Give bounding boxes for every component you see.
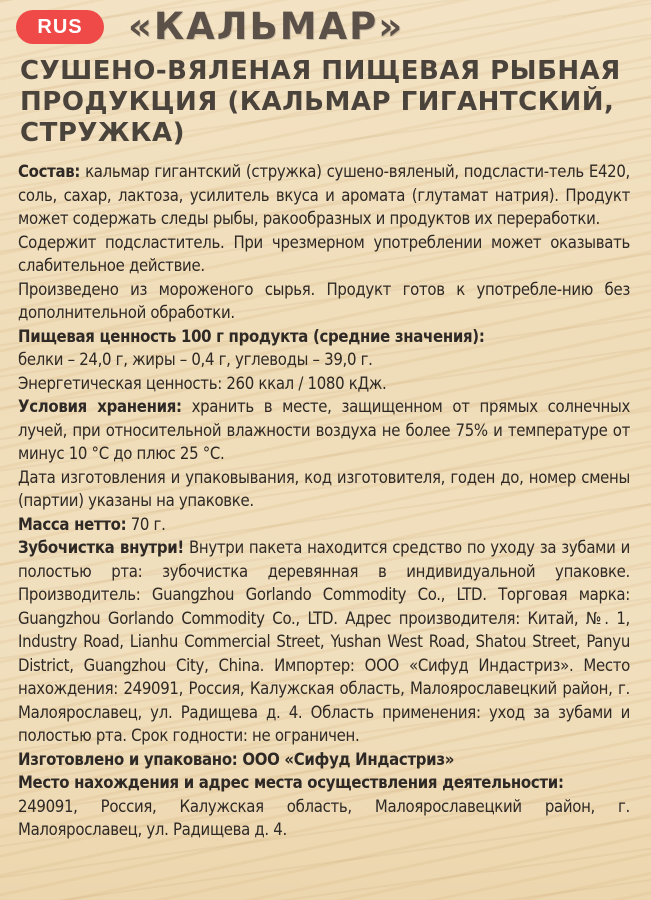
net-mass-label: Масса нетто:	[18, 514, 127, 534]
language-badge: RUS	[16, 10, 104, 44]
storage-label: Условия хранения:	[18, 397, 182, 416]
address-heading: Место нахождения и адрес места осуществления деятельности:	[18, 773, 564, 792]
label-header	[0, 0, 651, 160]
composition-text: кальмар гигантский (стружка) сушено-вяленый, подсласти-тель Е420, соль, сахар, лактоза, усилитель вкуса и аромата (глутамат натрия). Продукт может содержать следы рыбы, ракообразных и продуктов их переработки.	[18, 162, 630, 228]
product-type-title: СУШЕНО-ВЯЛЕНАЯ ПИЩЕВАЯ РЫБНАЯ ПРОДУКЦИЯ (КАЛЬМАР ГИГАНТСКИЙ, СТРУЖКА)	[20, 56, 621, 148]
nutrition-heading: Пищевая ценность 100 г продукта (средние значения):	[18, 326, 485, 346]
toothpick-paragraph	[18, 536, 630, 748]
nutrition-macros: белки – 24,0 г, жиры – 0,4 г, углеводы – 39,0 г.	[18, 350, 373, 369]
manufacturer-label: Изготовлено и упаковано:	[18, 749, 238, 769]
storage-text: хранить в месте, защищенном от прямых солнечных лучей, при относительной влажности воздуха не более 75% и температуре от минус 10 °С до плюс 25 °С.	[18, 397, 630, 463]
raw-material-note: Произведено из мороженого сырья. Продукт готов к употребле-нию без дополнительной обработки.	[18, 279, 630, 322]
nutrition-energy: Энергетическая ценность: 260 ккал / 1080 кДж.	[18, 373, 387, 393]
toothpick-text: Внутри пакета находится средство по уходу за зубами и полостью рта: зубочистка деревянная в индивидуальной упаковке. Производитель: Guangzhou Gorlando Commodity Co., LTD. Торговая марка: Guangzhou Gorlando Commodity Co., LTD. Адрес производителя: Китай, №. 1, Industry Road, Lianhu Commercial Street, Yushan West Road, Shatou Street, Panyu District, Guangzhou City, China. Импортер: ООО «Сифуд Индастриз». Место нахождения: 249091, Россия, Калужская область, Малоярославецкий район, г. Малоярославец, ул. Радищева д. 4. Область применения: уход за зубами и полостью рта. Срок годности: не ограничен.	[18, 538, 630, 745]
production-date-note: Дата изготовления и упаковывания, код изготовителя, годен до, номер смены (партии) указаны на упаковке.	[18, 467, 630, 510]
manufacturer-paragraph	[18, 748, 630, 772]
toothpick-label: Зубочистка внутри!	[18, 538, 184, 557]
net-mass-value: 70 г.	[126, 514, 166, 534]
sweetener-warning: Содержит подсластитель. При чрезмерном употреблении может оказывать слабительное действие.	[18, 232, 630, 275]
composition-label: Состав:	[18, 162, 81, 181]
brand-title: «КАЛЬМАР»	[128, 5, 405, 48]
net-mass-paragraph	[18, 513, 630, 537]
manufacturer-value: ООО «Сифуд Индастриз»	[237, 749, 455, 769]
label-body	[18, 160, 630, 842]
storage-paragraph	[18, 395, 630, 466]
composition-paragraph	[18, 160, 630, 231]
address-text: 249091, Россия, Калужская область, Малоярославецкий район, г. Малоярославец, ул. Радищева д. 4.	[18, 796, 630, 839]
